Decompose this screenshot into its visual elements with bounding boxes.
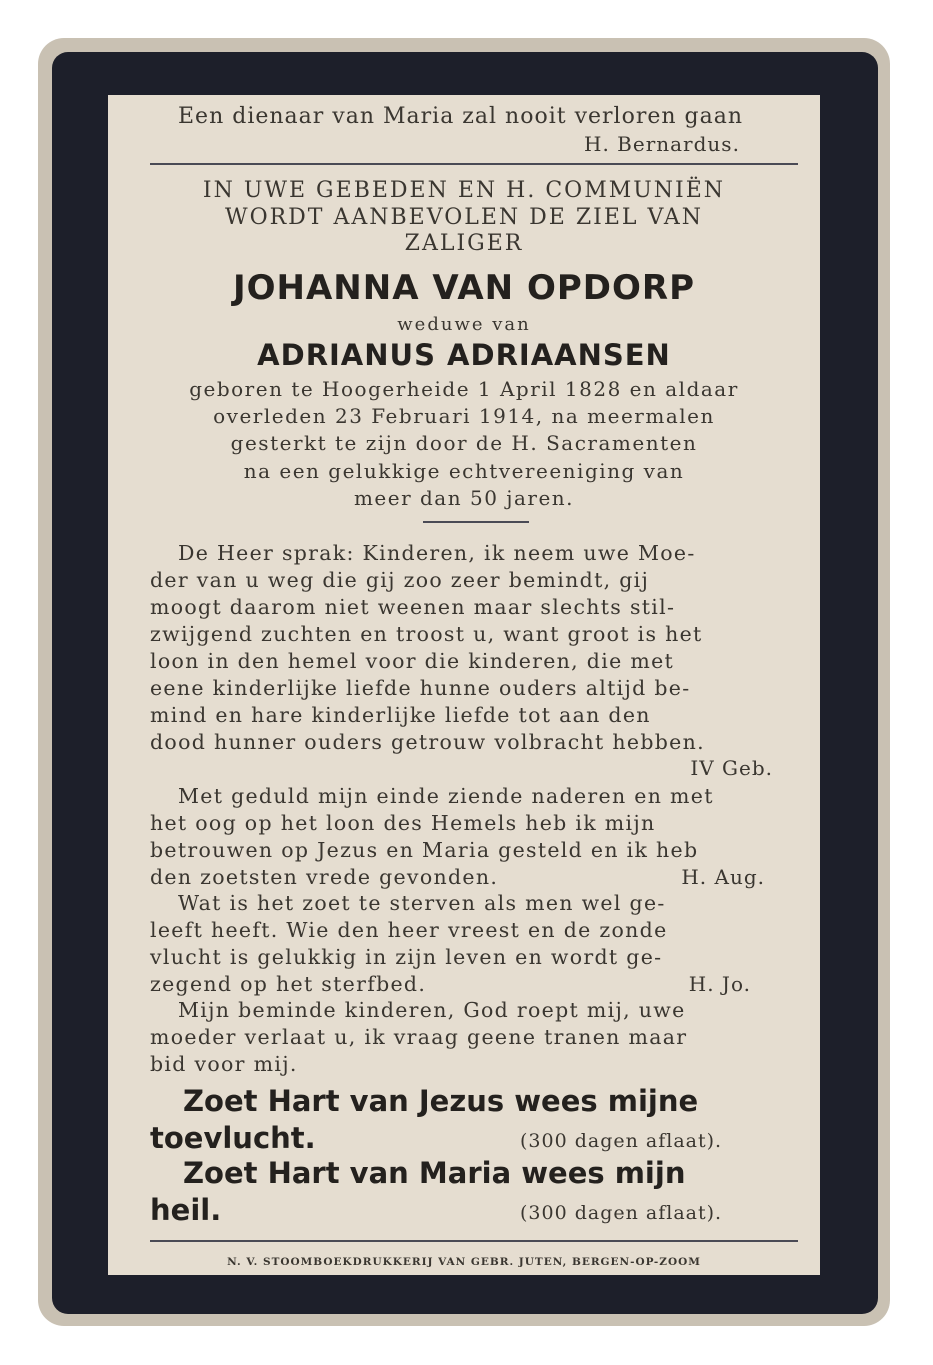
body-line: vlucht is gelukkig in zijn leven en wordt ge-: [150, 945, 663, 969]
prayer-line: Zoet Hart van Jezus wees mijne: [183, 1084, 699, 1118]
body-line: moogt daarom niet weenen maar slechts stil-: [150, 595, 676, 619]
body-line: het oog op het loon des Hemels heb ik mijn: [150, 811, 656, 835]
body-line: betrouwen op Jezus en Maria gesteld en ik heb: [150, 838, 699, 862]
body-line: eene kinderlijke liefde hunne ouders altijd be-: [150, 676, 691, 700]
prayer-line: toevlucht.: [150, 1121, 316, 1155]
section-divider: [423, 521, 529, 523]
widow-of-label: weduwe van: [397, 314, 531, 335]
biography-line: overleden 23 Februari 1914, na meermalen: [213, 404, 715, 428]
body-line: zwijgend zuchten en troost u, want groot is het: [150, 622, 703, 646]
header-rule: [150, 163, 798, 165]
passage-source: H. Jo.: [688, 972, 751, 996]
announcement-line: IN UWE GEBEDEN EN H. COMMUNIËN: [202, 178, 726, 203]
announcement-line: ZALIGER: [404, 231, 524, 256]
body-line: bid voor mij.: [150, 1052, 298, 1076]
body-line: Met geduld mijn einde ziende naderen en met: [178, 784, 714, 808]
prayer-line: heil.: [150, 1193, 222, 1227]
footer-rule: [150, 1240, 798, 1242]
body-line: leeft heeft. Wie den heer vreest en de zonde: [150, 918, 668, 942]
motto: Een dienaar van Maria zal nooit verloren gaan: [178, 104, 743, 129]
body-line: Mijn beminde kinderen, God roept mij, uwe: [178, 998, 686, 1022]
prayer-line: Zoet Hart van Maria wees mijn: [183, 1156, 686, 1190]
motto-source: H. Bernardus.: [584, 132, 740, 156]
body-line: Wat is het zoet te sterven als men wel ge-: [178, 891, 666, 915]
passage-source: H. Aug.: [681, 865, 765, 889]
indulgence-note: (300 dagen aflaat).: [520, 1130, 723, 1152]
biography-line: na een gelukkige echtvereeniging van: [243, 459, 685, 483]
body-line: den zoetsten vrede gevonden.: [150, 865, 499, 889]
body-line: mind en hare kinderlijke liefde tot aan den: [150, 703, 651, 727]
announcement-line: WORDT AANBEVOLEN DE ZIEL VAN: [224, 205, 704, 230]
biography-line: meer dan 50 jaren.: [353, 486, 575, 510]
deceased-name: JOHANNA VAN OPDORP: [232, 268, 696, 308]
passage-source: IV Geb.: [690, 756, 773, 780]
printer-imprint: N. V. STOOMBOEKDRUKKERIJ VAN GEBR. JUTEN, BERGEN-OP-ZOOM: [227, 1256, 701, 1268]
body-line: moeder verlaat u, ik vraag geene tranen maar: [150, 1025, 688, 1049]
body-line: zegend op het sterfbed.: [150, 972, 427, 996]
body-line: der van u weg die gij zoo zeer bemindt, gij: [150, 568, 650, 592]
body-line: loon in den hemel voor die kinderen, die met: [150, 649, 675, 673]
body-line: dood hunner ouders getrouw volbracht hebben.: [150, 730, 705, 754]
biography-line: geboren te Hoogerheide 1 April 1828 en aldaar: [189, 377, 739, 401]
indulgence-note: (300 dagen aflaat).: [520, 1202, 723, 1224]
body-line: De Heer sprak: Kinderen, ik neem uwe Moe-: [178, 541, 696, 565]
spouse-name: ADRIANUS ADRIAANSEN: [257, 338, 671, 372]
biography-line: gesterkt te zijn door de H. Sacramenten: [230, 431, 698, 455]
